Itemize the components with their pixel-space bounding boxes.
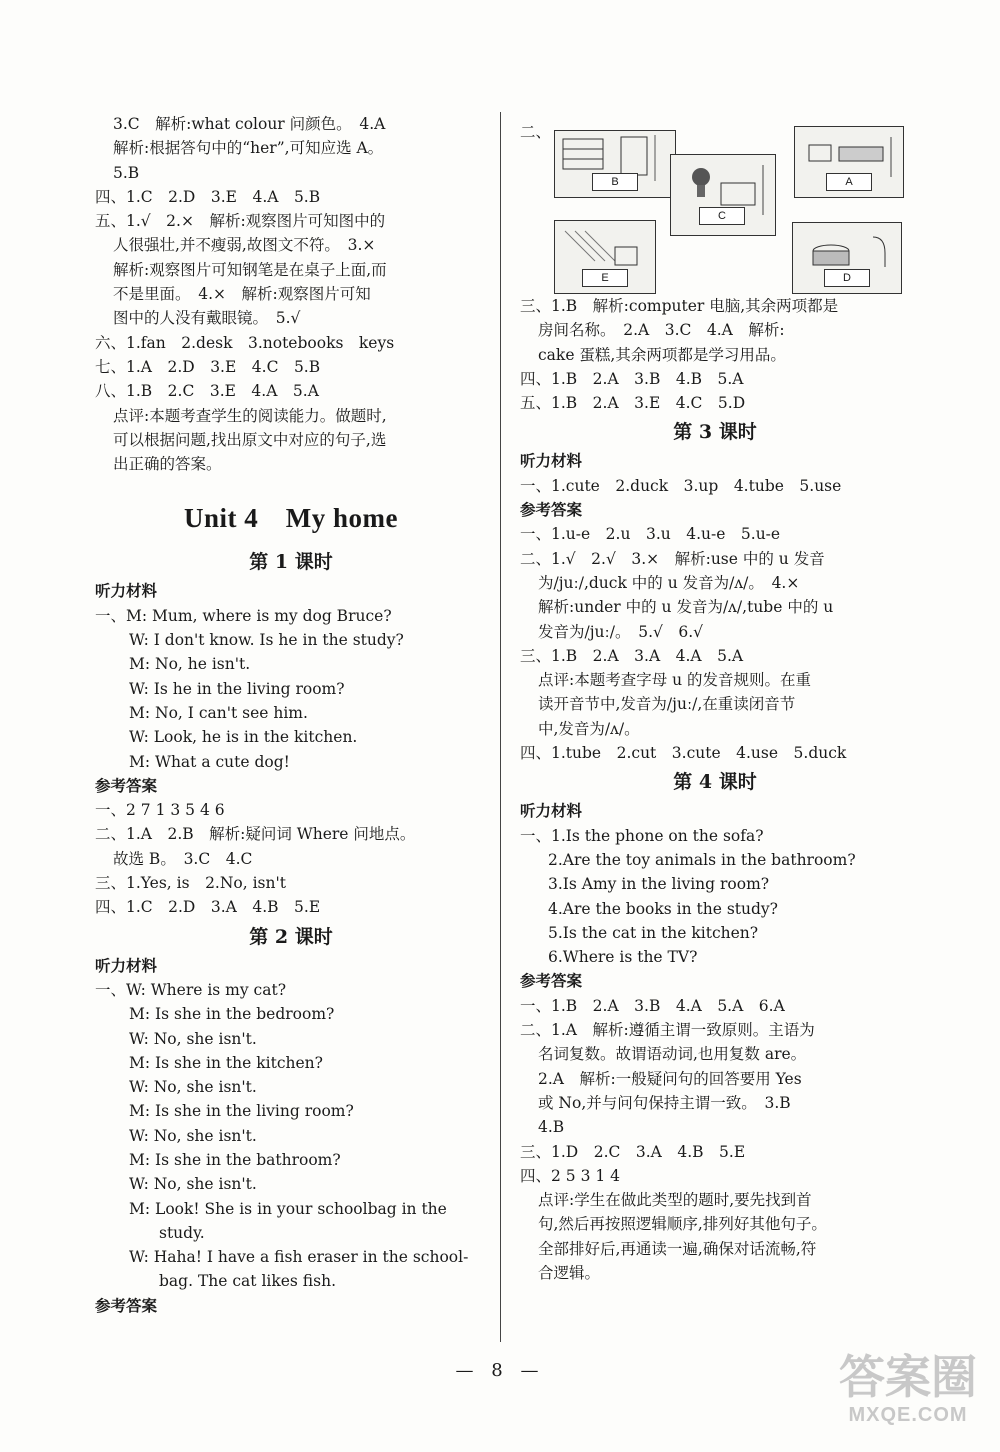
answer-line: 为/juː/,duck 中的 u 发音为/ʌ/。 4.× <box>538 573 800 592</box>
answer-line: 5.B <box>113 163 140 182</box>
answer-line: 三、1.B 解析:computer 电脑,其余两项都是 <box>520 297 839 315</box>
dialog-line: M: Is she in the kitchen? <box>129 1053 323 1072</box>
answer-line: 故选 B。 3.C 4.C <box>113 849 253 868</box>
right-column <box>520 112 910 1285</box>
answer-line: 二、1.A 2.B 解析:疑问词 Where 问地点。 <box>95 825 416 844</box>
answer-line: 点评:本题考查字母 u 的发音规则。在重 <box>538 671 812 690</box>
page-number: — 8 — <box>455 1360 545 1381</box>
dialog-line: W: No, she isn't. <box>129 1175 257 1194</box>
answer-line: 二、1.√ 2.√ 3.× 解析:use 中的 u 发音 <box>520 549 825 568</box>
answer-line: 4.B <box>538 1118 565 1137</box>
dialog-line: M: Is she in the bathroom? <box>129 1150 341 1169</box>
answer-line: 四、1.B 2.A 3.B 4.B 5.A <box>520 369 744 388</box>
lesson-1-listen-heading: 听力材料 <box>95 581 158 601</box>
lesson-2-dialog <box>95 1002 487 1294</box>
answer-line: 不是里面。 4.× 解析:观察图片可知 <box>113 285 371 304</box>
dialog-line: bag. The cat likes fish. <box>159 1272 337 1291</box>
column-divider <box>500 112 501 1342</box>
lesson-2-answer-heading: 参考答案 <box>95 1295 158 1315</box>
answer-line: 合逻辑。 <box>538 1263 601 1282</box>
question-line: 4.Are the books in the study? <box>548 899 778 918</box>
answer-line: 解析:under 中的 u 发音为/ʌ/,tube 中的 u <box>538 598 834 617</box>
dialog-line: W: Is he in the living room? <box>129 679 345 698</box>
dialog-line: M: Look! She is in your schoolbag in the <box>129 1199 447 1218</box>
lesson-3-title: 第 3 课时 <box>673 421 757 444</box>
watermark-logo <box>838 1350 978 1434</box>
picture-c-living-room <box>670 154 776 236</box>
answer-line: 八、1.B 2.C 3.E 4.A 5.A <box>95 382 319 401</box>
answer-line: 可以根据问题,找出原文中对应的句子,选 <box>113 430 387 449</box>
answer-line: 一、2 7 1 3 5 4 6 <box>95 801 225 820</box>
question-line: 6.Where is the TV? <box>548 948 698 967</box>
picture-a-label: A <box>826 173 872 191</box>
answer-line: 四、1.C 2.D 3.E 4.A 5.B <box>95 187 321 206</box>
dialog-line: W: Haha! I have a fish eraser in the school- <box>129 1248 469 1267</box>
dialog-line: W: No, she isn't. <box>129 1078 257 1097</box>
answer-line: 读开音节中,发音为/juː/,在重读闭音节 <box>538 695 796 714</box>
answer-line: 发音为/juː/。 5.√ 6.√ <box>538 622 704 641</box>
lesson-3-answers <box>520 522 910 765</box>
question-line: 3.Is Amy in the living room? <box>548 875 770 894</box>
answer-line: 3.C 解析:what colour 问颜色。 4.A <box>113 115 386 133</box>
answer-line: 四、1.tube 2.cut 3.cute 4.use 5.duck <box>520 744 847 763</box>
lesson-3-answer-heading: 参考答案 <box>520 500 583 520</box>
question-line: 2.Are the toy animals in the bathroom? <box>548 850 856 869</box>
answer-line: 点评:本题考查学生的阅读能力。做题时, <box>113 406 387 425</box>
lesson-1-dialog-first: 一、M: Mum, where is my dog Bruce? <box>95 606 392 625</box>
lesson-4-listen-heading: 听力材料 <box>520 801 583 821</box>
dialog-line: W: No, she isn't. <box>129 1029 257 1048</box>
lesson-2-listen-heading: 听力材料 <box>95 955 158 975</box>
watermark-site: MXQE.COM <box>848 1404 968 1426</box>
answer-line: 图中的人没有戴眼镜。 5.√ <box>113 309 301 328</box>
answer-line: 或 No,并与问句保持主谓一致。 3.B <box>538 1093 791 1112</box>
answer-line: 全部排好后,再通读一遍,确保对话流畅,符 <box>538 1239 817 1258</box>
answer-line: 出正确的答案。 <box>113 455 222 474</box>
lesson-3-listen-heading: 听力材料 <box>520 451 583 471</box>
answer-line: 一、1.B 2.A 3.B 4.A 5.A 6.A <box>520 996 785 1015</box>
question-line: 5.Is the cat in the kitchen? <box>548 923 759 942</box>
picture-e-bathroom <box>554 220 656 294</box>
answer-line: 三、1.D 2.C 3.A 4.B 5.E <box>520 1142 746 1161</box>
answer-line: 人很强壮,并不瘦弱,故图文不符。 3.× <box>113 236 376 255</box>
answer-line: 三、1.B 2.A 3.A 4.A 5.A <box>520 646 744 665</box>
dialog-line: W: Look, he is in the kitchen. <box>129 728 358 747</box>
answer-line: 五、1.B 2.A 3.E 4.C 5.D <box>520 394 746 413</box>
left-column <box>95 112 487 1318</box>
answer-line: 二、1.A 解析:遵循主谓一致原则。主语为 <box>520 1021 815 1040</box>
lesson-1-answer-heading: 参考答案 <box>95 775 158 795</box>
dialog-line: M: What a cute dog! <box>129 752 290 771</box>
left-top-answers <box>95 112 487 476</box>
picture-a-bedroom <box>794 126 904 198</box>
answer-line: cake 蛋糕,其余两项都是学习用品。 <box>538 345 786 364</box>
answer-line: 2.A 解析:一般疑问句的回答要用 Yes <box>538 1069 802 1088</box>
lesson-4-question-first: 一、1.Is the phone on the sofa? <box>520 826 764 845</box>
answer-line: 四、1.C 2.D 3.A 4.B 5.E <box>95 898 321 917</box>
answer-line: 名词复数。故谓语动词,也用复数 are。 <box>538 1045 807 1064</box>
picture-b-label: B <box>592 173 638 191</box>
lesson-4-questions <box>520 848 910 969</box>
dialog-line: M: No, he isn't. <box>129 655 251 674</box>
pictures-label: 二、 <box>520 123 552 141</box>
lesson-2-title: 第 2 课时 <box>249 925 333 948</box>
picture-d-label: D <box>824 269 870 287</box>
lesson-1-answers <box>95 798 487 919</box>
lesson-2-dialog-first: 一、W: Where is my cat? <box>95 980 287 999</box>
right-top-answers <box>520 294 910 415</box>
dialog-line: study. <box>159 1223 205 1242</box>
picture-e-label: E <box>582 269 628 287</box>
answer-line: 六、1.fan 2.desk 3.notebooks keys <box>95 333 395 352</box>
watermark-logo-text: 答案圈 <box>839 1351 977 1403</box>
lesson-4-answer-heading: 参考答案 <box>520 971 583 991</box>
answer-line: 三、1.Yes, is 2.No, isn't <box>95 874 286 893</box>
answer-line: 解析:根据答句中的“her”,可知应选 A。 <box>113 139 384 158</box>
answer-line: 七、1.A 2.D 3.E 4.C 5.B <box>95 357 321 376</box>
dialog-line: M: Is she in the bedroom? <box>129 1005 335 1024</box>
lesson-4-title: 第 4 课时 <box>673 771 757 794</box>
answer-line: 房间名称。 2.A 3.C 4.A 解析: <box>538 321 785 340</box>
lesson-1-dialog <box>95 628 487 774</box>
picture-c-label: C <box>699 207 745 225</box>
answer-line: 五、1.√ 2.× 解析:观察图片可知图中的 <box>95 212 386 231</box>
answer-line: 中,发音为/ʌ/。 <box>538 719 640 738</box>
dialog-line: W: I don't know. Is he in the study? <box>129 631 404 650</box>
dialog-line: M: Is she in the living room? <box>129 1102 354 1121</box>
lesson-4-answers <box>520 994 910 1286</box>
unit-title: Unit 4 My home <box>184 503 398 534</box>
answer-line: 句,然后再按照逻辑顺序,排列好其他句子。 <box>538 1215 827 1234</box>
answer-line: 点评:学生在做此类型的题时,要先找到首 <box>538 1191 812 1210</box>
answer-line: 四、2 5 3 1 4 <box>520 1166 621 1185</box>
lesson-1-title: 第 1 课时 <box>249 551 333 574</box>
picture-b-study <box>554 130 676 198</box>
room-pictures <box>520 112 910 294</box>
lesson-3-listen: 一、1.cute 2.duck 3.up 4.tube 5.use <box>520 476 842 495</box>
picture-d-kitchen <box>792 222 902 294</box>
dialog-line: M: No, I can't see him. <box>129 703 308 722</box>
dialog-line: W: No, she isn't. <box>129 1126 257 1145</box>
answer-line: 解析:观察图片可知钢笔是在桌子上面,而 <box>113 260 387 279</box>
answer-line: 一、1.u-e 2.u 3.u 4.u-e 5.u-e <box>520 525 781 544</box>
